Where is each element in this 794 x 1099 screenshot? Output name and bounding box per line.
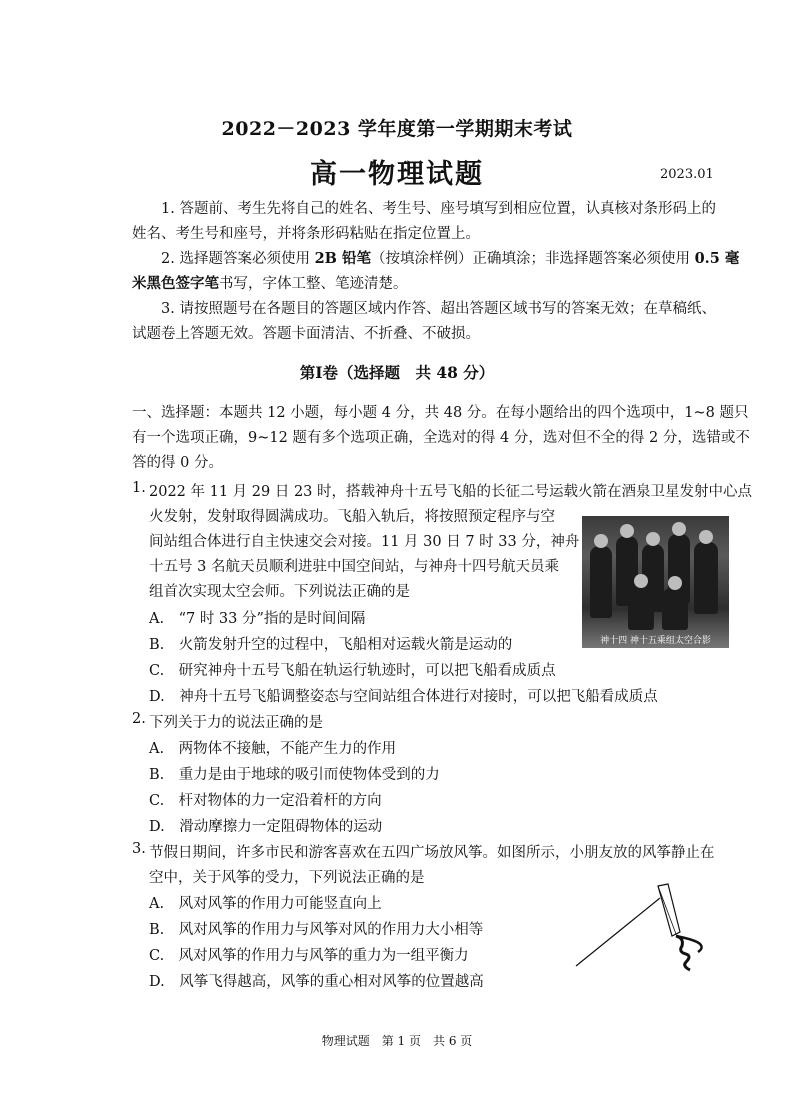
question-3-option-c: C. 风对风筝的作用力与风筝的重力为一组平衡力 (149, 948, 469, 964)
instruction-2-pen-size: 0.5 毫 (694, 250, 740, 267)
exam-title: 2022－2023 学年度第一学期期末考试 (221, 118, 573, 140)
question-1-option-b: B. 火箭发射升空的过程中，飞船相对运载火箭是运动的 (149, 637, 513, 653)
question-1-number: 1. (132, 480, 146, 496)
instruction-2-line-2 (132, 272, 408, 293)
exam-date: 2023.01 (660, 167, 714, 182)
instruction-3-line-1: 3. 请按照题号在各题目的答题区域内作答、超出答题区域书写的答案无效；在草稿纸、 (161, 301, 716, 317)
astronaut-figure (694, 542, 718, 614)
subject-title: 高一物理试题 (310, 159, 484, 190)
instruction-2-text-e: 书写，字体工整、笔迹清楚。 (219, 276, 408, 292)
instruction-2-line-1 (161, 247, 739, 268)
question-3-number: 3. (132, 841, 146, 857)
question-1-option-a: A. “7 时 33 分”指的是时间间隔 (149, 611, 366, 627)
astronaut-head (634, 574, 648, 588)
page-footer: 物理试题 第 1 页 共 6 页 (321, 1034, 473, 1048)
question-3-option-d: D. 风筝飞得越高，风筝的重心相对风筝的位置越高 (149, 974, 484, 990)
astronaut-figure (628, 586, 654, 630)
question-3-stem-line-2: 空中，关于风筝的受力，下列说法正确的是 (149, 870, 425, 886)
astronaut-group-photo (582, 516, 729, 648)
question-2-stem: 下列关于力的说法正确的是 (149, 715, 323, 731)
question-2-option-a: A. 两物体不接触，不能产生力的作用 (149, 741, 397, 757)
question-2-number: 2. (132, 711, 146, 727)
question-1-stem-line-5: 组首次实现太空会师。下列说法正确的是 (149, 584, 410, 600)
question-1-option-c: C. 研究神舟十五号飞船在轨运行轨迹时，可以把飞船看成质点 (149, 663, 556, 679)
question-2-option-d: D. 滑动摩擦力一定阻碍物体的运动 (149, 819, 383, 835)
kite-string (576, 898, 660, 966)
instruction-1-line-2: 姓名、考生号和座号，并将条形码粘贴在指定位置上。 (132, 226, 480, 242)
photo-caption: 神十四 神十五乘组太空合影 (600, 636, 711, 646)
question-2-option-b: B. 重力是由于地球的吸引而使物体受到的力 (149, 767, 440, 783)
astronaut-head (672, 522, 686, 536)
kite-tail (676, 936, 690, 970)
question-3-stem-line-1: 节假日期间，许多市民和游客喜欢在五四广场放风筝。如图所示，小朋友放的风筝静止在 (149, 845, 715, 861)
instruction-2-pen: 米黑色签字笔 (132, 275, 219, 292)
instruction-2-text-c: （按填涂样例）正确填涂；非选择题答案必须使用 (370, 251, 695, 267)
instruction-2-text-a: 2. 选择题答案必须使用 (161, 251, 315, 267)
section-intro-line-1: 一、选择题：本题共 12 小题，每小题 4 分，共 48 分。在每小题给出的四个选项中，1~8 题只 (132, 405, 749, 421)
question-1-stem-line-4: 十五号 3 名航天员顺利进驻中国空间站，与神舟十四号航天员乘 (149, 559, 559, 575)
kite-body (658, 884, 680, 936)
question-1-stem-line-3: 间站组合体进行自主快速交会对接。11 月 30 日 7 时 33 分，神舟 (149, 534, 580, 550)
instruction-2-pencil: 2B 铅笔 (314, 250, 371, 267)
section-title: 第Ⅰ卷（选择题 共 48 分） (299, 363, 495, 382)
astronaut-head (668, 576, 682, 590)
astronaut-head (594, 534, 608, 548)
kite-spine (658, 886, 676, 934)
question-1-option-d: D. 神舟十五号飞船调整姿态与空间站组合体进行对接时，可以把飞船看成质点 (149, 689, 658, 705)
astronaut-head (620, 524, 634, 538)
section-intro-line-3: 答的得 0 分。 (132, 455, 223, 471)
astronaut-figure (662, 588, 688, 630)
instruction-3-line-2: 试题卷上答题无效。答题卡面清洁、不折叠、不破损。 (132, 326, 480, 342)
astronaut-head (646, 532, 660, 546)
question-1-stem-line-1: 2022 年 11 月 29 日 23 时，搭载神舟十五号飞船的长征二号运载火箭在酒泉卫星发射中心点 (149, 484, 753, 500)
question-2-option-c: C. 杆对物体的力一定沿着杆的方向 (149, 793, 382, 809)
question-3-option-b: B. 风对风筝的作用力与风筝对风的作用力大小相等 (149, 922, 484, 938)
kite-figure (572, 880, 722, 975)
question-3-option-a: A. 风对风筝的作用力可能竖直向上 (149, 896, 382, 912)
section-intro-line-2: 有一个选项正确，9~12 题有多个选项正确，全选对的得 4 分，选对但不全的得 2 分，选错或不 (132, 430, 750, 446)
astronaut-head (699, 530, 713, 544)
question-1-stem-line-2: 火发射，发射取得圆满成功。飞船入轨后，将按照预定程序与空 (149, 509, 555, 525)
instruction-1-line-1: 1. 答题前、考生先将自己的姓名、考生号、座号填写到相应位置，认真核对条形码上的 (161, 201, 716, 217)
astronaut-figure (590, 546, 612, 618)
